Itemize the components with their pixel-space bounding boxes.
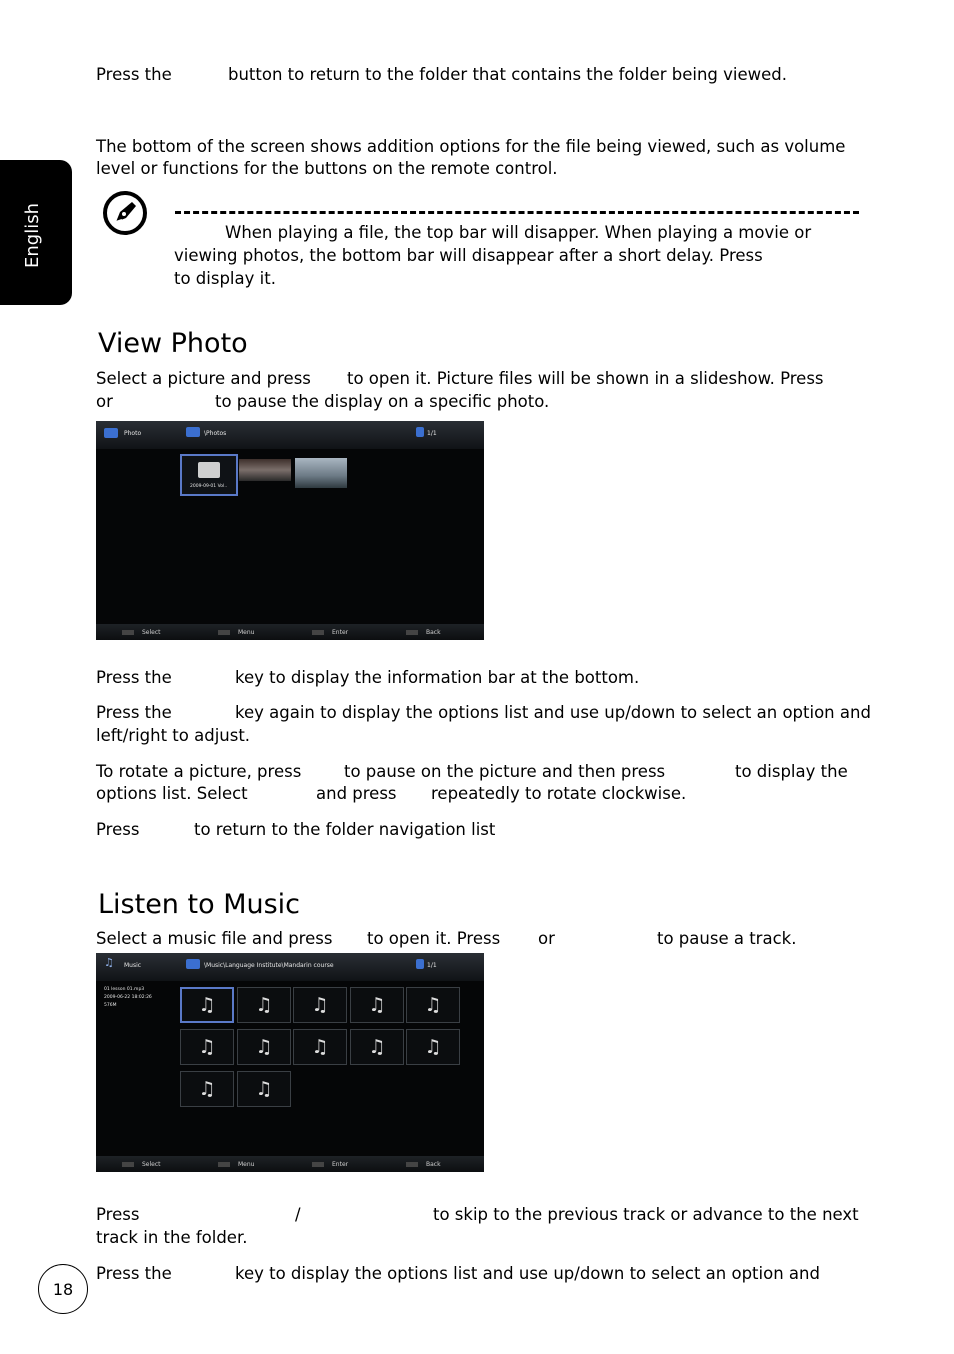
- track-tile[interactable]: [180, 987, 234, 1023]
- music-note-icon: ♫: [255, 1078, 273, 1100]
- photo-thumbnail-1[interactable]: [239, 459, 291, 481]
- music-info-size: 576M: [104, 1003, 117, 1008]
- music-p1a: Press: [96, 1205, 140, 1224]
- folder-icon: [186, 959, 200, 969]
- track-tile[interactable]: [293, 1029, 347, 1065]
- language-tab-label: English: [22, 203, 43, 268]
- view-photo-l1a: Select a picture and press: [96, 369, 311, 388]
- music-page-count: 1/1: [427, 962, 437, 969]
- music-note-icon: ♫: [368, 1036, 386, 1058]
- photo-p3f: repeatedly to rotate clockwise.: [431, 784, 687, 803]
- para-bottom-l2: level or functions for the buttons on the remote control.: [96, 159, 558, 178]
- track-tile[interactable]: [237, 1071, 291, 1107]
- photo-p1a: Press the: [96, 668, 172, 687]
- track-tile[interactable]: [237, 987, 291, 1023]
- track-tile[interactable]: [406, 1029, 460, 1065]
- folder-icon: [198, 462, 220, 478]
- note-divider: [175, 211, 859, 214]
- photo-p3e: and press: [316, 784, 397, 803]
- music-note-icon: ♫: [311, 1036, 329, 1058]
- photo-footer-enter[interactable]: Enter: [312, 629, 348, 636]
- track-tile[interactable]: [406, 987, 460, 1023]
- music-note-icon: ♫: [198, 1078, 216, 1100]
- photo-p3c: to display the: [735, 762, 848, 781]
- music-note-icon: ♫: [311, 994, 329, 1016]
- track-tile[interactable]: [293, 987, 347, 1023]
- para-bottom-l1: The bottom of the screen shows addition options for the file being viewed, such as volume: [96, 137, 846, 156]
- music-browser-screenshot: [96, 953, 484, 1172]
- photo-folder-path: \Photos: [204, 430, 227, 437]
- photo-footer-menu[interactable]: Menu: [218, 629, 254, 636]
- music-footer-select[interactable]: Select: [122, 1161, 161, 1168]
- note-line-1: When playing a file, the top bar will disapper. When playing a movie or: [225, 223, 812, 242]
- music-l1a: Select a music file and press: [96, 929, 333, 948]
- page-icon: [416, 427, 424, 437]
- music-folder-path: \Music\Language Institute\Mandarin course: [204, 962, 334, 969]
- music-note-icon: ♫: [368, 994, 386, 1016]
- folder-thumbnail-caption: 2009-09-01 Vol..: [190, 484, 228, 489]
- music-l1c: or: [538, 929, 555, 948]
- track-tile[interactable]: [350, 1029, 404, 1065]
- music-footer-back[interactable]: Back: [406, 1161, 441, 1168]
- photo-p3a: To rotate a picture, press: [96, 762, 302, 781]
- music-footer-enter[interactable]: Enter: [312, 1161, 348, 1168]
- page-number-text: 18: [52, 1279, 74, 1299]
- music-note-icon: ♫: [255, 994, 273, 1016]
- note-pen-icon: [102, 190, 148, 236]
- photo-p4b: to return to the folder navigation list: [194, 820, 496, 839]
- page-number: [38, 1264, 88, 1314]
- photo-app-label: Photo: [124, 430, 142, 437]
- para-back-a: Press the: [96, 65, 172, 84]
- music-note-icon: ♫: [104, 956, 114, 969]
- music-p2a: Press the: [96, 1264, 172, 1283]
- photo-footer-back[interactable]: Back: [406, 629, 441, 636]
- music-l1d: to pause a track.: [657, 929, 797, 948]
- track-tile[interactable]: [237, 1029, 291, 1065]
- photo-browser-screenshot: [96, 421, 484, 640]
- photo-thumbnail-2[interactable]: [295, 458, 347, 488]
- music-p2b: key to display the options list and use up/down to select an option and: [235, 1264, 820, 1283]
- photo-top-bar: [96, 421, 484, 449]
- view-photo-l2a: or: [96, 392, 113, 411]
- music-heading: Listen to Music: [98, 889, 301, 920]
- view-photo-heading: View Photo: [98, 328, 248, 359]
- note-line-3: to display it.: [174, 269, 276, 288]
- photo-p3d: options list. Select: [96, 784, 248, 803]
- photo-p1b: key to display the information bar at the bottom.: [235, 668, 640, 687]
- music-note-icon: ♫: [255, 1036, 273, 1058]
- photo-p2b: key again to display the options list and use up/down to select an option and: [235, 703, 871, 722]
- language-tab: [0, 160, 72, 305]
- music-p1d: track in the folder.: [96, 1228, 248, 1247]
- music-note-icon: ♫: [424, 994, 442, 1016]
- music-info-file: 01 lesson 01.mp3: [104, 987, 145, 992]
- track-tile[interactable]: [180, 1029, 234, 1065]
- music-app-label: Music: [124, 962, 142, 969]
- music-p1c: to skip to the previous track or advance to the next: [433, 1205, 859, 1224]
- music-note-icon: ♫: [198, 994, 216, 1016]
- photo-page-count: 1/1: [427, 430, 437, 437]
- music-note-icon: ♫: [424, 1036, 442, 1058]
- track-tile[interactable]: [180, 1071, 234, 1107]
- photo-footer-select[interactable]: Select: [122, 629, 161, 636]
- music-l1b: to open it. Press: [367, 929, 501, 948]
- music-note-icon: ♫: [198, 1036, 216, 1058]
- music-footer-menu[interactable]: Menu: [218, 1161, 254, 1168]
- photo-p4a: Press: [96, 820, 140, 839]
- photo-p3b: to pause on the picture and then press: [344, 762, 666, 781]
- folder-thumbnail[interactable]: [180, 454, 238, 496]
- page-icon: [416, 959, 424, 969]
- camera-icon: [104, 428, 118, 438]
- para-back-b: button to return to the folder that contains the folder being viewed.: [228, 65, 788, 84]
- photo-p2c: left/right to adjust.: [96, 726, 251, 745]
- view-photo-l1b: to open it. Picture files will be shown in a slideshow. Press: [347, 369, 824, 388]
- photo-p2a: Press the: [96, 703, 172, 722]
- music-p1b: /: [295, 1205, 301, 1224]
- track-tile[interactable]: [350, 987, 404, 1023]
- folder-icon: [186, 427, 200, 437]
- note-line-2: viewing photos, the bottom bar will disappear after a short delay. Press: [174, 246, 763, 265]
- view-photo-l2b: to pause the display on a specific photo.: [215, 392, 550, 411]
- music-info-date: 2009-06-22 18:02:26: [104, 995, 152, 1000]
